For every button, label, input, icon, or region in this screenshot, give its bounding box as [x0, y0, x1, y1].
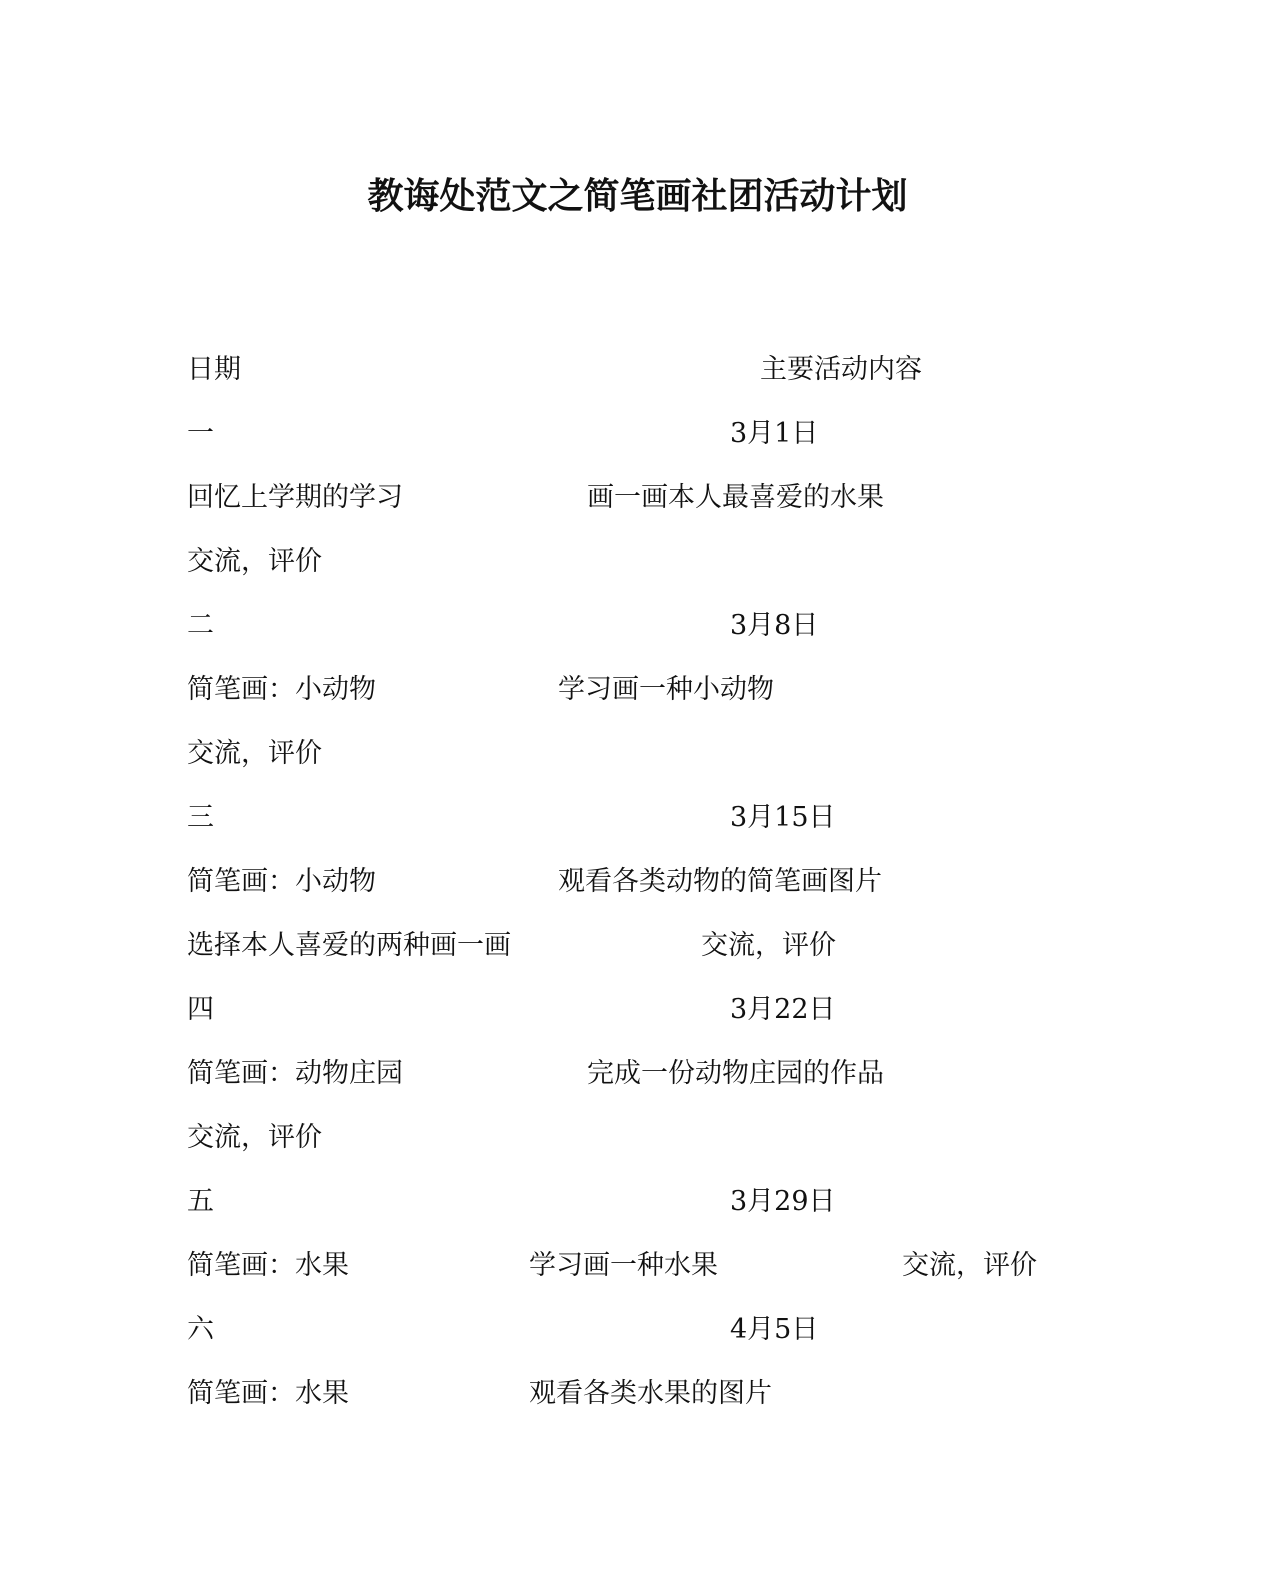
session-date: 3月15日: [730, 802, 836, 833]
session-number: 五: [187, 1186, 214, 1217]
activity-row: [187, 542, 1087, 582]
activity-content: 学习画一种小动物: [558, 674, 774, 705]
activity-content: 交流，评价: [701, 930, 836, 961]
activity-content: 选择本人喜爱的两种画一画: [187, 930, 511, 961]
session-number-row: [187, 798, 1087, 838]
session-date: 3月29日: [730, 1186, 836, 1217]
activity-row: [187, 1246, 1087, 1286]
activity-content: 画一画本人最喜爱的水果: [587, 482, 884, 513]
session-number-row: [187, 414, 1087, 454]
session-number-row: [187, 990, 1087, 1030]
activity-topic: 回忆上学期的学习: [187, 482, 403, 513]
activity-row: [187, 926, 1087, 966]
table-header-row: [187, 350, 1087, 390]
activity-row: [187, 1118, 1087, 1158]
activity-row: [187, 734, 1087, 774]
session-date: 3月1日: [730, 418, 819, 449]
content-column-header: 主要活动内容: [760, 354, 922, 385]
session-number: 一: [187, 418, 214, 449]
activity-topic: 简笔画：水果: [187, 1250, 349, 1281]
activity-content: 完成一份动物庄园的作品: [587, 1058, 884, 1089]
session-number: 六: [187, 1314, 214, 1345]
session-number: 二: [187, 610, 214, 641]
activity-topic: 简笔画：动物庄园: [187, 1058, 403, 1089]
activity-row: [187, 1054, 1087, 1094]
activity-content: 交流，评价: [187, 1122, 322, 1153]
session-number: 四: [187, 994, 214, 1025]
date-column-header: 日期: [187, 354, 241, 385]
session-number: 三: [187, 802, 214, 833]
activity-content: 交流，评价: [187, 738, 322, 769]
activity-row: [187, 862, 1087, 902]
activity-topic: 简笔画：小动物: [187, 674, 376, 705]
activity-content: 交流，评价: [187, 546, 322, 577]
session-date: 4月5日: [730, 1314, 819, 1345]
session-date: 3月22日: [730, 994, 836, 1025]
session-number-row: [187, 1310, 1087, 1350]
activity-row: [187, 478, 1087, 518]
session-date: 3月8日: [730, 610, 819, 641]
activity-content: 学习画一种水果: [529, 1250, 718, 1281]
document-title: 教诲处范文之简笔画社团活动计划: [367, 175, 908, 217]
activity-row: [187, 1374, 1087, 1414]
session-number-row: [187, 606, 1087, 646]
activity-content: 观看各类动物的简笔画图片: [558, 866, 882, 897]
activity-row: [187, 670, 1087, 710]
activity-topic: 简笔画：小动物: [187, 866, 376, 897]
activity-content: 观看各类水果的图片: [529, 1378, 772, 1409]
activity-content: 交流，评价: [902, 1250, 1037, 1281]
session-number-row: [187, 1182, 1087, 1222]
activity-topic: 简笔画：水果: [187, 1378, 349, 1409]
